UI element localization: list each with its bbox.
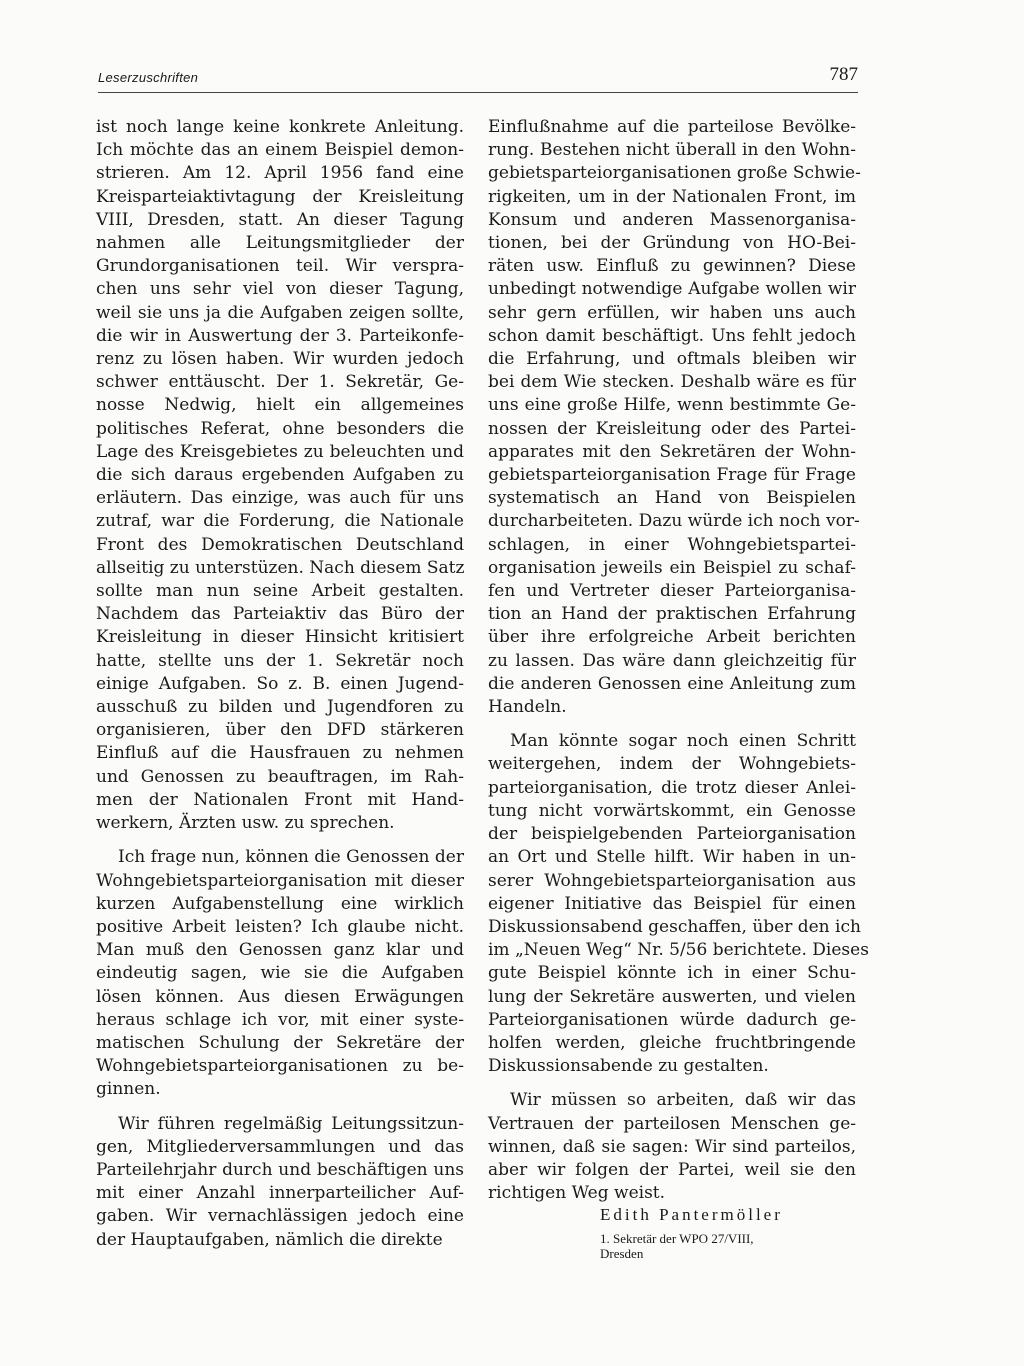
text-line: die anderen Genossen eine Anleitung zum (488, 673, 856, 694)
text-line: men der Nationalen Front mit Hand- (96, 789, 464, 810)
text-line: Diskussionsabende zu gestalten. (488, 1056, 769, 1077)
left-column (96, 116, 464, 1252)
text-line: im „Neuen Weg“ Nr. 5/56 berichtete. Dieses (488, 940, 869, 961)
text-line: tionen, bei der Gründung von HO-Bei- (488, 233, 856, 254)
text-line: weil sie uns ja die Aufgaben zeigen sollte, (96, 302, 464, 323)
text-line: Wir führen regelmäßig Leitungssitzun- (118, 1113, 464, 1134)
text-line: nosse Nedwig, hielt ein allgemeines (96, 395, 464, 416)
text-line: hatte, stellte uns der 1. Sekretär noch (96, 650, 464, 671)
text-line: an Ort und Stelle hilft. Wir haben in un- (488, 847, 856, 868)
author-role: 1. Sekretär der WPO 27/VIII, (600, 1231, 754, 1246)
text-line: der Hauptaufgaben, nämlich die direkte (96, 1229, 443, 1250)
text-line: rung. Bestehen nicht überall in den Wohn- (488, 140, 856, 161)
text-line: rigkeiten, um in der Nationalen Front, im (488, 186, 856, 207)
text-line: Einflußnahme auf die parteilose Bevölke- (488, 117, 856, 137)
text-line: serer Wohngebietsparteiorganisation aus (488, 870, 856, 891)
text-line: apparates mit den Sekretären der Wohn- (488, 441, 856, 462)
paragraph (96, 846, 464, 1101)
signature-block (600, 1205, 860, 1261)
paragraph-gap (488, 1078, 856, 1089)
text-line: fen und Vertreter dieser Parteiorganisa- (488, 581, 856, 602)
text-line: unbedingt notwendige Aufgabe wollen wir (488, 279, 856, 300)
text-line: holfen werden, gleiche fruchtbringende (488, 1032, 856, 1053)
text-line: schlagen, in einer Wohngebietspartei- (488, 534, 856, 555)
text-line: die sich daraus ergebenden Aufgaben zu (96, 465, 464, 486)
text-line: nossen der Kreisleitung oder des Partei- (488, 418, 856, 439)
running-title: Leserzuschriften (98, 70, 199, 85)
text-line: gute Beispiel könnte ich in einer Schu- (488, 963, 856, 984)
text-line: Kreisleitung in dieser Hinsicht kritisiert (96, 627, 464, 648)
text-line: Parteiorganisationen würde dadurch ge- (488, 1009, 856, 1030)
text-line: Front des Demokratischen Deutschland (96, 534, 464, 555)
text-line: heraus schlage ich vor, mit einer syste- (96, 1009, 464, 1030)
running-header (98, 64, 858, 93)
text-line: kurzen Aufgabenstellung eine wirklich (96, 893, 464, 914)
text-line: Kreisparteiaktivtagung der Kreisleitung (96, 186, 464, 207)
text-line: Diskussionsabend geschaffen, über den ich (488, 916, 861, 937)
text-line: VIII, Dresden, statt. An dieser Tagung (96, 209, 464, 230)
text-line: schwer enttäuscht. Der 1. Sekretär, Ge- (96, 372, 464, 393)
text-line: räten usw. Einfluß zu gewinnen? Diese (488, 256, 856, 277)
text-line: Ich frage nun, können die Genossen der (118, 847, 464, 868)
text-line: erläutern. Das einzige, was auch für uns (96, 488, 464, 509)
text-line: Lage des Kreisgebietes zu beleuchten und (96, 441, 464, 462)
text-line: lung der Sekretäre auswerten, und vielen (488, 986, 856, 1007)
paragraph (488, 116, 861, 719)
text-line: eigener Initiative das Beispiel für einen (488, 893, 856, 914)
author-location: Dresden (600, 1246, 644, 1261)
text-line: Wohngebietsparteiorganisation mit dieser (96, 870, 464, 891)
paragraph (488, 1089, 856, 1205)
text-line: Parteilehrjahr durch und beschäftigen uns (96, 1159, 464, 1180)
text-line: positive Arbeit leisten? Ich glaube nicht. (96, 916, 464, 937)
text-line: politisches Referat, ohne besonders die (96, 418, 464, 439)
text-line: gaben. Wir vernachlässigen jedoch eine (96, 1206, 464, 1227)
text-line: aber wir folgen der Partei, weil sie den (488, 1159, 856, 1180)
text-line: lösen können. Aus diesen Erwägungen (96, 986, 464, 1007)
text-line: Einfluß auf die Hausfrauen zu nehmen (96, 743, 464, 764)
text-line: und Genossen zu beauftragen, im Rah- (96, 766, 464, 787)
text-line: uns eine große Hilfe, wenn bestimmte Ge- (488, 395, 856, 416)
text-line: Wohngebietsparteiorganisationen zu be- (96, 1056, 464, 1077)
text-line: ginnen. (96, 1079, 161, 1100)
text-line: sollte man nun seine Arbeit gestalten. (96, 581, 464, 602)
text-line: mit einer Anzahl innerparteilicher Auf- (96, 1183, 464, 1204)
text-line: zu lassen. Das wäre dann gleichzeitig für (488, 650, 856, 671)
text-line: schon damit beschäftigt. Uns fehlt jedoch (488, 325, 856, 346)
text-line: werkern, Ärzten usw. zu sprechen. (96, 813, 395, 834)
author-name: Edith Pantermöller (600, 1205, 783, 1224)
text-line: systematisch an Hand von Beispielen (488, 488, 856, 509)
text-line: strieren. Am 12. April 1956 fand eine (96, 163, 464, 184)
text-line: ist noch lange keine konkrete Anleitung. (96, 117, 464, 137)
paragraph (488, 730, 869, 1078)
text-line: Grundorganisationen teil. Wir verspra- (96, 256, 464, 277)
text-line: die Erfahrung, und oftmals bleiben wir (488, 349, 856, 370)
text-line: chen uns sehr viel von dieser Tagung, (96, 279, 464, 300)
text-line: matischen Schulung der Sekretäre der (96, 1032, 464, 1053)
text-line: gen, Mitgliederversammlungen und das (96, 1136, 464, 1157)
text-line: organisation jeweils ein Beispiel zu schaf- (488, 557, 856, 578)
text-line: durcharbeiteten. Dazu würde ich noch vor- (488, 511, 860, 532)
text-line: tung nicht vorwärtskommt, ein Genosse (488, 800, 856, 821)
text-line: gebietsparteiorganisation Frage für Frage (488, 465, 856, 486)
text-line: Konsum und anderen Massenorganisa- (488, 209, 856, 230)
text-line: Man könnte sogar noch einen Schritt (510, 731, 856, 752)
text-line: Nachdem das Parteiaktiv das Büro der (96, 604, 464, 625)
text-line: Wir müssen so arbeiten, daß wir das (510, 1090, 856, 1111)
text-line: über ihre erfolgreiche Arbeit berichten (488, 627, 856, 648)
text-line: Vertrauen der parteilosen Menschen ge- (488, 1113, 856, 1134)
text-line: der beispielgebenden Parteiorganisation (488, 824, 856, 845)
text-line: die wir in Auswertung der 3. Parteikonfe- (96, 325, 464, 346)
text-line: Handeln. (488, 697, 567, 718)
paragraph (96, 116, 464, 835)
text-line: zutraf, war die Forderung, die Nationale (96, 511, 464, 532)
text-line: parteiorganisation, die trotz dieser Anlei- (488, 777, 856, 798)
paragraph-gap (96, 1102, 464, 1113)
text-line: gebietsparteiorganisationen große Schwie- (488, 163, 861, 184)
text-line: eindeutig sagen, wie sie die Aufgaben (96, 963, 464, 984)
paragraph-gap (96, 835, 464, 846)
right-column (488, 116, 869, 1205)
paragraph-gap (488, 719, 856, 730)
text-line: nahmen alle Leitungsmitglieder der (96, 233, 464, 254)
text-line: richtigen Weg weist. (488, 1183, 666, 1204)
text-line: tion an Hand der praktischen Erfahrung (488, 604, 856, 625)
text-line: Ich möchte das an einem Beispiel demon- (96, 140, 464, 161)
page-number: 787 (829, 64, 858, 85)
text-line: ausschuß zu bilden und Jugendforen zu (96, 697, 464, 718)
text-line: weitergehen, indem der Wohngebiets- (488, 754, 856, 775)
paragraph (96, 1113, 464, 1252)
text-line: bei dem Wie stecken. Deshalb wäre es für (488, 372, 856, 393)
text-line: einige Aufgaben. So z. B. einen Jugend- (96, 673, 464, 694)
text-line: allseitig zu unterstüzen. Nach diesem Satz (96, 557, 465, 578)
text-line: renz zu lösen haben. Wir wurden jedoch (96, 349, 464, 370)
text-line: organisieren, über den DFD stärkeren (96, 720, 464, 741)
text-line: winnen, daß sie sagen: Wir sind parteilos, (488, 1136, 856, 1157)
text-line: Man muß den Genossen ganz klar und (96, 940, 464, 961)
text-line: sehr gern erfüllen, wir haben uns auch (488, 302, 856, 323)
